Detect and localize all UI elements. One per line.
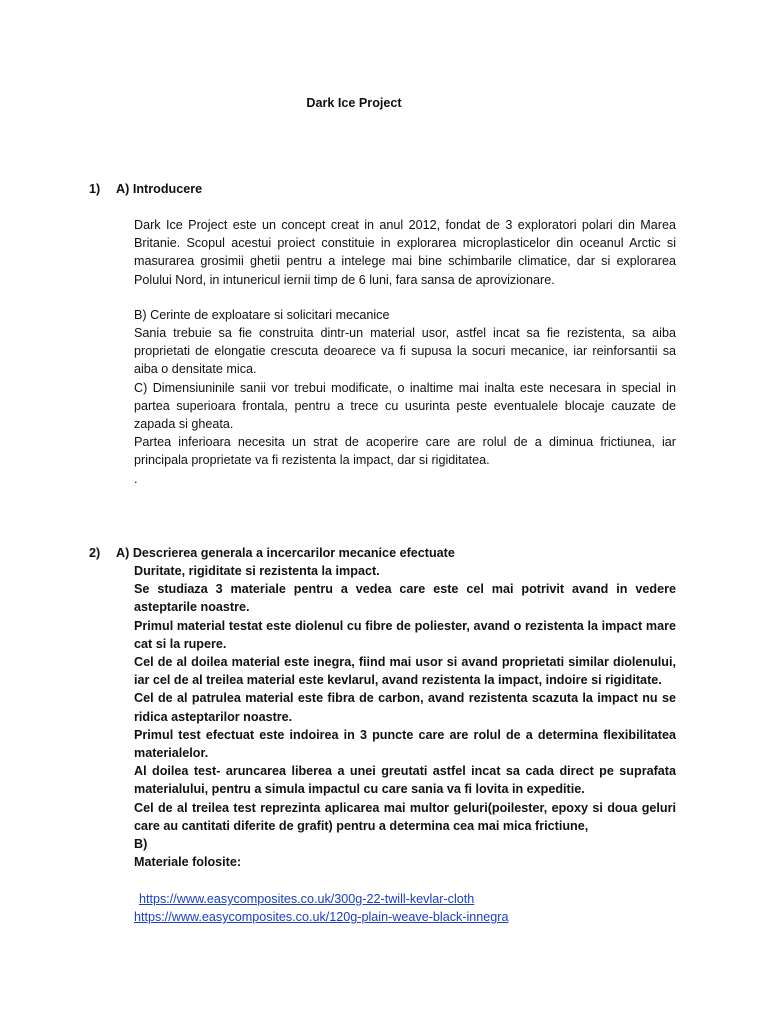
b-label: B) [134,837,148,852]
section-2-paragraph: Duritate, rigiditate si rezistenta la impact. [134,564,380,578]
section-2-paragraph: Se studiaza 3 materiale pentru a vedea care este cel mai potrivit avand in vedere asteptarile noastre. [134,582,676,615]
section-1-intro [134,216,676,289]
dimensions-paragraph: C) Dimensiuninile sanii vor trebui modificate, o inaltime mai inalta este necesara in special in partea superioara frontala, pentru a trece cu usurinta peste eventualele blocaje cauzate de zapada si gheata. [134,380,676,432]
section-2-paragraph: Cel de al patrulea material este fibra de carbon, avand rezistenta scazuta la impact nu se ridica asteptarilor noastre. [134,691,676,724]
section-2-title: A) Descrierea generala a incercarilor mecanice efectuate [116,546,455,560]
section-1-details [134,324,676,488]
stray-dot: . [134,471,138,486]
materials-label: Materiale folosite: [134,855,242,870]
section-2-paragraph: Primul test efectuat este indoirea in 3 puncte care are rolul de a determina flexibilitatea materialelor. [134,727,676,761]
material-links [134,890,509,926]
requirements-paragraph: Sania trebuie sa fie construita dintr-un material usor, astfel incat sa fie rezistenta, sa aiba proprietati de elongatie crescuta deoarece va fi supusa la socuri mecanice, iar reinforsantii sa aiba o densitate mica. [134,326,676,377]
section-2-number: 2) [89,546,101,560]
section-2-paragraph: Cel de al treilea test reprezinta aplicarea mai multor geluri(poilester, epoxy si doua geluri care au cantitati diferite de grafit) pentru a determina cea mai mica frictiune, [134,800,676,833]
page-title: Dark Ice Project [306,96,402,110]
section-1-number: 1) [89,182,101,196]
section-1-heading [89,180,202,198]
section-2-paragraph: Al doilea test- aruncarea liberea a unei greutati astfel incat sa cada direct pe suprafata materialului, pentru a simula impactul cu care sania va fi lovita in expeditie. [134,764,676,797]
kevlar-link[interactable]: https://www.easycomposites.co.uk/300g-22-twill-kevlar-cloth [139,892,475,906]
section-2-heading [89,544,455,562]
section-2-body [134,562,676,871]
lower-part-paragraph: Partea inferioara necesita un strat de acoperire care are rolul de a diminua frictiunea, iar principala proprietate va fi rezistenta la impact, dar si rigiditatea. [134,435,676,468]
section-2-paragraph: Cel de al doilea material este inegra, fiind mai usor si avand proprietati similar diolenului, iar cel de al treilea material este kevlarul, avand rezistenta la impact, indoire si rigiditate. [134,655,676,688]
section-2-paragraph: Primul material testat este diolenul cu fibre de poliester, avand o rezistenta la impact mare cat si la rupere. [134,618,676,651]
section-1-b [134,306,676,324]
intro-paragraph: Dark Ice Project este un concept creat in anul 2012, fondat de 3 exploratori polari din Marea Britanie. Scopul acestui proiect constituie in explorarea microplasticelor din oceanul Arctic si masurarea grosimii ghetii pentru a intelege mai bine schimbarile climatice, dar si explorarea Polului Nord, in intunericul iernii timp de 6 luni, fara sansa de aprovizionare. [134,218,676,287]
section-1-title: A) Introducere [116,182,203,196]
requirements-heading: B) Cerinte de exploatare si solicitari mecanice [134,308,390,322]
innegra-link[interactable]: https://www.easycomposites.co.uk/120g-plain-weave-black-innegra [134,910,509,925]
